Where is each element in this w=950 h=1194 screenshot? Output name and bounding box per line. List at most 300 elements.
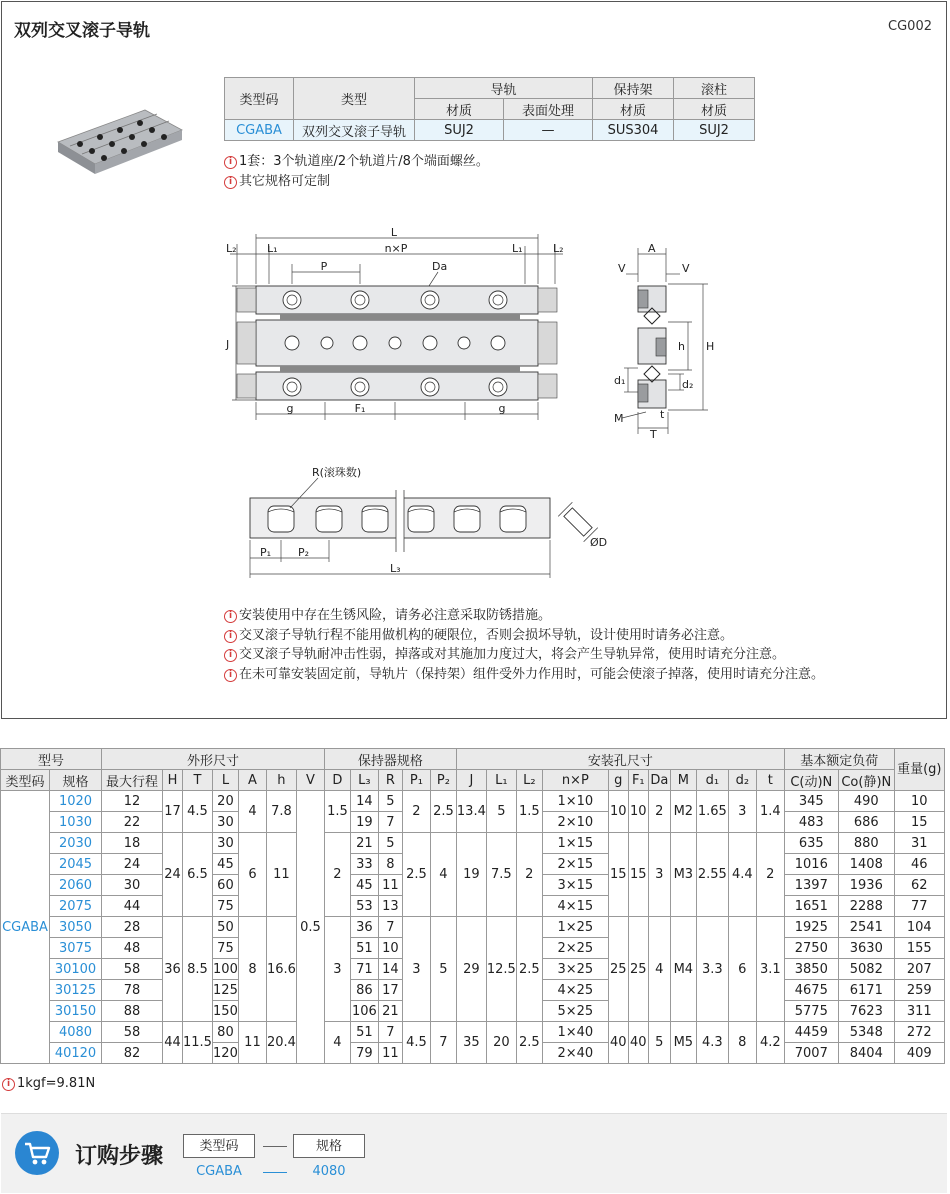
col-header-f1: F₁ xyxy=(628,770,648,791)
cell-g: 40 xyxy=(608,1022,628,1064)
cell-d1: 4.3 xyxy=(696,1022,728,1064)
order-connector xyxy=(263,1172,287,1173)
cell-co: 5082 xyxy=(838,959,894,980)
group-load: 基本额定负荷 xyxy=(784,749,894,770)
dim-nP: n×P xyxy=(384,242,408,255)
cell-a: 11 xyxy=(238,1022,266,1064)
spec-type: 双列交叉滚子导轨 xyxy=(294,120,415,141)
cell-r: 14 xyxy=(378,959,402,980)
cell-f1: 10 xyxy=(628,791,648,833)
group-cage: 保持器规格 xyxy=(324,749,456,770)
table-row xyxy=(1,833,945,854)
cell-co: 6171 xyxy=(838,980,894,1001)
group-outer: 外形尺寸 xyxy=(102,749,325,770)
cell-spec[interactable]: 3050 xyxy=(50,917,102,938)
col-header-v: V xyxy=(296,770,324,791)
cell-l: 75 xyxy=(212,896,238,917)
cell-stroke: 18 xyxy=(102,833,163,854)
cell-r: 17 xyxy=(378,980,402,1001)
cell-l: 30 xyxy=(212,833,238,854)
cell-g: 10 xyxy=(608,791,628,833)
cell-l: 75 xyxy=(212,938,238,959)
cell-j: 19 xyxy=(456,833,486,917)
cell-l3: 71 xyxy=(350,959,378,980)
cell-t: 11.5 xyxy=(183,1022,213,1064)
dim-P: P xyxy=(320,260,328,273)
footnote: i 1kgf=9.81N xyxy=(2,1076,95,1091)
cell-l: 120 xyxy=(212,1043,238,1064)
cell-t: 6.5 xyxy=(183,833,213,917)
front-view-drawing xyxy=(220,224,565,424)
cell-l2: 2 xyxy=(516,833,542,917)
col-header-a: A xyxy=(238,770,266,791)
cell-g: 25 xyxy=(608,917,628,1022)
spec-type-code[interactable]: CGABA xyxy=(225,120,294,141)
cell-np: 2×15 xyxy=(542,854,608,875)
cell-l3: 36 xyxy=(350,917,378,938)
cell-np: 2×25 xyxy=(542,938,608,959)
spec-rail-material: SUJ2 xyxy=(415,120,504,141)
col-header-spec: 规格 xyxy=(50,770,102,791)
cell-stroke: 88 xyxy=(102,1001,163,1022)
cell-spec[interactable]: 2060 xyxy=(50,875,102,896)
cell-c: 3850 xyxy=(784,959,838,980)
cell-f1: 15 xyxy=(628,833,648,917)
warnings xyxy=(224,606,824,684)
cell-d2: 6 xyxy=(728,917,756,1022)
cell-r: 7 xyxy=(378,1022,402,1043)
order-box-type-code: 类型码 xyxy=(183,1134,255,1158)
top-notes xyxy=(224,152,489,191)
col-header-h: H xyxy=(163,770,183,791)
cell-co: 686 xyxy=(838,812,894,833)
cell-t: 1.4 xyxy=(756,791,784,833)
cell-p1: 3 xyxy=(402,917,430,1022)
cell-g: 15 xyxy=(608,833,628,917)
cell-d1: 2.55 xyxy=(696,833,728,917)
dim-d1: d₁ xyxy=(614,374,626,387)
cell-da: 3 xyxy=(648,833,670,917)
cell-p1: 4.5 xyxy=(402,1022,430,1064)
dim-D: ØD xyxy=(590,536,608,549)
spec-h-cage-material: 材质 xyxy=(593,99,674,120)
cell-spec[interactable]: 2030 xyxy=(50,833,102,854)
spec-cage-material: SUS304 xyxy=(593,120,674,141)
dim-V-right: V xyxy=(682,262,690,275)
info-icon: i xyxy=(224,630,237,643)
cell-stroke: 58 xyxy=(102,959,163,980)
cell-a: 4 xyxy=(238,791,266,833)
cell-weight: 311 xyxy=(894,1001,944,1022)
table-row xyxy=(1,791,945,812)
info-icon: i xyxy=(224,649,237,662)
cell-r: 13 xyxy=(378,896,402,917)
cell-h: 11 xyxy=(266,833,296,917)
cell-stroke: 58 xyxy=(102,1022,163,1043)
cell-r: 8 xyxy=(378,854,402,875)
cell-da: 2 xyxy=(648,791,670,833)
cell-h: 44 xyxy=(163,1022,183,1064)
col-header-stroke: 最大行程 xyxy=(102,770,163,791)
dim-T: T xyxy=(650,428,657,441)
cell-h: 36 xyxy=(163,917,183,1022)
cell-np: 1×25 xyxy=(542,917,608,938)
col-header-c: C(动)N xyxy=(784,770,838,791)
cell-np: 5×25 xyxy=(542,1001,608,1022)
cell-stroke: 82 xyxy=(102,1043,163,1064)
top-note: i 其它规格可定制 xyxy=(224,172,489,192)
cell-co: 880 xyxy=(838,833,894,854)
cell-h: 24 xyxy=(163,833,183,917)
cell-np: 2×40 xyxy=(542,1043,608,1064)
cell-l1: 7.5 xyxy=(486,833,516,917)
cell-da: 4 xyxy=(648,917,670,1022)
group-weight: 重量(g) xyxy=(894,749,944,791)
dim-g-left: g xyxy=(286,402,294,415)
col-header-da: Da xyxy=(648,770,670,791)
spec-h-rail-surface: 表面处理 xyxy=(504,99,593,120)
info-icon: i xyxy=(224,610,237,623)
cell-weight: 10 xyxy=(894,791,944,812)
cell-weight: 31 xyxy=(894,833,944,854)
dim-Da: Da xyxy=(432,260,448,273)
cell-spec[interactable]: 2045 xyxy=(50,854,102,875)
cell-j: 13.4 xyxy=(456,791,486,833)
cell-c: 1016 xyxy=(784,854,838,875)
cell-d: 4 xyxy=(324,1022,350,1064)
order-steps xyxy=(1,1113,947,1193)
cell-spec[interactable]: 40120 xyxy=(50,1043,102,1064)
cell-t: 2 xyxy=(756,833,784,917)
cell-r: 5 xyxy=(378,791,402,812)
cell-np: 3×25 xyxy=(542,959,608,980)
cell-l: 125 xyxy=(212,980,238,1001)
spec-h-type-code: 类型码 xyxy=(225,78,294,120)
cell-l: 150 xyxy=(212,1001,238,1022)
cell-co: 5348 xyxy=(838,1022,894,1043)
cell-p2: 7 xyxy=(430,1022,456,1064)
cell-spec[interactable]: 4080 xyxy=(50,1022,102,1043)
cell-spec[interactable]: 30150 xyxy=(50,1001,102,1022)
cell-d1: 1.65 xyxy=(696,791,728,833)
spec-rail-surface: — xyxy=(504,120,593,141)
cell-l3: 33 xyxy=(350,854,378,875)
dim-P1: P₁ xyxy=(260,546,272,559)
col-header-p2: P₂ xyxy=(430,770,456,791)
group-mount: 安装孔尺寸 xyxy=(456,749,784,770)
dim-h: h xyxy=(678,340,685,353)
product-title: 双列交叉滚子导轨 xyxy=(14,21,150,41)
dim-L2-left: L₂ xyxy=(226,242,237,255)
cell-weight: 155 xyxy=(894,938,944,959)
dim-L: L xyxy=(390,226,398,239)
cell-np: 4×25 xyxy=(542,980,608,1001)
cage-drawing xyxy=(238,462,618,582)
dim-F1: F₁ xyxy=(354,402,366,415)
cell-l2: 1.5 xyxy=(516,791,542,833)
dim-L3: L₃ xyxy=(390,562,401,575)
cell-h: 16.6 xyxy=(266,917,296,1022)
col-header-l2: L₂ xyxy=(516,770,542,791)
cell-j: 35 xyxy=(456,1022,486,1064)
col-header-t: T xyxy=(183,770,213,791)
cell-f1: 25 xyxy=(628,917,648,1022)
cell-t: 4.2 xyxy=(756,1022,784,1064)
cell-v: 0.5 xyxy=(296,791,324,1064)
spec-roller-material: SUJ2 xyxy=(674,120,755,141)
cell-l3: 21 xyxy=(350,833,378,854)
cell-stroke: 48 xyxy=(102,938,163,959)
cell-spec[interactable]: 1020 xyxy=(50,791,102,812)
cell-t: 4.5 xyxy=(183,791,213,833)
cell-weight: 259 xyxy=(894,980,944,1001)
cell-l1: 12.5 xyxy=(486,917,516,1022)
cell-r: 11 xyxy=(378,875,402,896)
cell-c: 7007 xyxy=(784,1043,838,1064)
cell-p1: 2.5 xyxy=(402,833,430,917)
dim-A: A xyxy=(648,242,656,255)
cell-d1: 3.3 xyxy=(696,917,728,1022)
cell-l3: 45 xyxy=(350,875,378,896)
cell-p2: 4 xyxy=(430,833,456,917)
col-header-l: L xyxy=(212,770,238,791)
spec-h-type: 类型 xyxy=(294,78,415,120)
info-icon: i xyxy=(2,1078,15,1091)
cell-weight: 272 xyxy=(894,1022,944,1043)
cell-j: 29 xyxy=(456,917,486,1022)
warning-item: i 在未可靠安装固定前，导轨片（保持架）组件受外力作用时，可能会使滚子掉落，使用时请充分注意。 xyxy=(224,665,824,685)
col-header-type_code: 类型码 xyxy=(1,770,50,791)
cell-h: 20.4 xyxy=(266,1022,296,1064)
cell-p2: 5 xyxy=(430,917,456,1022)
cell-spec[interactable]: 1030 xyxy=(50,812,102,833)
cell-np: 3×15 xyxy=(542,875,608,896)
cell-c: 483 xyxy=(784,812,838,833)
dim-J: J xyxy=(226,338,230,351)
dim-L1-right: L₁ xyxy=(512,242,523,255)
cell-l3: 14 xyxy=(350,791,378,812)
side-view-drawing xyxy=(608,242,718,442)
info-icon: i xyxy=(224,156,237,169)
cell-np: 1×15 xyxy=(542,833,608,854)
dim-H: H xyxy=(706,340,715,353)
cell-stroke: 30 xyxy=(102,875,163,896)
order-value-spec[interactable]: 4080 xyxy=(312,1164,346,1179)
product-code: CG002 xyxy=(888,19,932,34)
cell-l: 100 xyxy=(212,959,238,980)
info-icon: i xyxy=(224,176,237,189)
cell-d: 1.5 xyxy=(324,791,350,833)
col-header-m: M xyxy=(670,770,696,791)
cell-co: 1936 xyxy=(838,875,894,896)
cell-stroke: 22 xyxy=(102,812,163,833)
warning-item: i 交叉滚子导轨行程不能用做机构的硬限位，否则会损坏导轨，设计使用时请务必注意。 xyxy=(224,626,824,646)
cell-c: 635 xyxy=(784,833,838,854)
spec-h-roller: 滚柱 xyxy=(674,78,755,99)
cell-weight: 62 xyxy=(894,875,944,896)
cell-np: 2×10 xyxy=(542,812,608,833)
spec-h-rail-material: 材质 xyxy=(415,99,504,120)
cell-c: 5775 xyxy=(784,1001,838,1022)
cell-l1: 5 xyxy=(486,791,516,833)
cell-co: 3630 xyxy=(838,938,894,959)
cell-c: 1397 xyxy=(784,875,838,896)
dim-M: M xyxy=(614,412,624,425)
cell-h: 7.8 xyxy=(266,791,296,833)
table-row xyxy=(1,1022,945,1043)
cell-c: 1651 xyxy=(784,896,838,917)
cell-co: 2288 xyxy=(838,896,894,917)
top-note: i 1套：3个轨道座/2个轨道片/8个端面螺丝。 xyxy=(224,152,489,172)
cell-t: 8.5 xyxy=(183,917,213,1022)
cart-icon xyxy=(15,1131,59,1175)
cell-m: M4 xyxy=(670,917,696,1022)
col-header-t: t xyxy=(756,770,784,791)
col-header-np: n×P xyxy=(542,770,608,791)
dim-V-left: V xyxy=(618,262,626,275)
cell-l1: 20 xyxy=(486,1022,516,1064)
cell-l3: 51 xyxy=(350,938,378,959)
cell-co: 7623 xyxy=(838,1001,894,1022)
cell-stroke: 44 xyxy=(102,896,163,917)
cell-stroke: 78 xyxy=(102,980,163,1001)
cell-l3: 79 xyxy=(350,1043,378,1064)
group-model: 型号 xyxy=(1,749,102,770)
cell-l: 30 xyxy=(212,812,238,833)
cell-c: 4675 xyxy=(784,980,838,1001)
cell-c: 345 xyxy=(784,791,838,812)
col-header-d1: d₁ xyxy=(696,770,728,791)
col-header-j: J xyxy=(456,770,486,791)
dim-t: t xyxy=(660,408,665,421)
cell-weight: 104 xyxy=(894,917,944,938)
dim-P2: P₂ xyxy=(298,546,310,559)
col-header-d2: d₂ xyxy=(728,770,756,791)
dimension-table xyxy=(0,748,945,1064)
col-header-p1: P₁ xyxy=(402,770,430,791)
spec-h-roller-material: 材质 xyxy=(674,99,755,120)
order-box-spec: 规格 xyxy=(293,1134,365,1158)
cell-stroke: 28 xyxy=(102,917,163,938)
cell-da: 5 xyxy=(648,1022,670,1064)
spec-h-rail: 导轨 xyxy=(415,78,593,99)
cell-l3: 86 xyxy=(350,980,378,1001)
order-title: 订购步骤 xyxy=(75,1144,164,1169)
col-header-g: g xyxy=(608,770,628,791)
cell-l: 50 xyxy=(212,917,238,938)
cell-weight: 207 xyxy=(894,959,944,980)
cell-l3: 19 xyxy=(350,812,378,833)
spec-h-cage: 保持架 xyxy=(593,78,674,99)
col-header-r: R xyxy=(378,770,402,791)
dim-L2-right: L₂ xyxy=(553,242,564,255)
cell-c: 2750 xyxy=(784,938,838,959)
cell-d2: 4.4 xyxy=(728,833,756,917)
cell-np: 1×40 xyxy=(542,1022,608,1043)
cell-d2: 8 xyxy=(728,1022,756,1064)
warning-item: i 安装使用中存在生锈风险，请务必注意采取防锈措施。 xyxy=(224,606,824,626)
col-header-h: h xyxy=(266,770,296,791)
cell-l2: 2.5 xyxy=(516,917,542,1022)
cell-weight: 409 xyxy=(894,1043,944,1064)
cell-r: 11 xyxy=(378,1043,402,1064)
cell-m: M2 xyxy=(670,791,696,833)
cell-weight: 46 xyxy=(894,854,944,875)
cell-c: 4459 xyxy=(784,1022,838,1043)
cell-spec[interactable]: 2075 xyxy=(50,896,102,917)
cell-m: M5 xyxy=(670,1022,696,1064)
product-panel xyxy=(1,1,947,719)
cell-spec[interactable]: 3075 xyxy=(50,938,102,959)
cell-l3: 53 xyxy=(350,896,378,917)
col-header-co: Co(静)N xyxy=(838,770,894,791)
cell-f1: 40 xyxy=(628,1022,648,1064)
cell-stroke: 12 xyxy=(102,791,163,812)
col-header-l3: L₃ xyxy=(350,770,378,791)
col-header-d: D xyxy=(324,770,350,791)
cell-l2: 2.5 xyxy=(516,1022,542,1064)
cell-co: 1408 xyxy=(838,854,894,875)
cell-l3: 106 xyxy=(350,1001,378,1022)
col-header-l1: L₁ xyxy=(486,770,516,791)
cell-p1: 2 xyxy=(402,791,430,833)
cell-l: 80 xyxy=(212,1022,238,1043)
cell-np: 1×10 xyxy=(542,791,608,812)
cell-l: 60 xyxy=(212,875,238,896)
cell-p2: 2.5 xyxy=(430,791,456,833)
order-connector xyxy=(263,1146,287,1147)
cell-weight: 77 xyxy=(894,896,944,917)
cell-stroke: 24 xyxy=(102,854,163,875)
cell-spec[interactable]: 30125 xyxy=(50,980,102,1001)
cell-l: 20 xyxy=(212,791,238,812)
cell-r: 10 xyxy=(378,938,402,959)
product-photo xyxy=(50,102,190,192)
info-icon: i xyxy=(224,669,237,682)
cell-c: 1925 xyxy=(784,917,838,938)
cell-r: 7 xyxy=(378,917,402,938)
cell-spec[interactable]: 30100 xyxy=(50,959,102,980)
spec-table xyxy=(224,77,755,141)
cell-d: 2 xyxy=(324,833,350,917)
dim-d2: d₂ xyxy=(682,378,694,391)
cell-co: 2541 xyxy=(838,917,894,938)
cell-d2: 3 xyxy=(728,791,756,833)
cell-d: 3 xyxy=(324,917,350,1022)
dim-g-right: g xyxy=(498,402,506,415)
cell-r: 21 xyxy=(378,1001,402,1022)
cell-np: 4×15 xyxy=(542,896,608,917)
cell-r: 7 xyxy=(378,812,402,833)
cell-weight: 15 xyxy=(894,812,944,833)
cell-a: 8 xyxy=(238,917,266,1022)
cell-m: M3 xyxy=(670,833,696,917)
cell-type-code[interactable]: CGABA xyxy=(1,791,50,1064)
cell-l: 45 xyxy=(212,854,238,875)
cell-r: 5 xyxy=(378,833,402,854)
cell-co: 8404 xyxy=(838,1043,894,1064)
cell-t: 3.1 xyxy=(756,917,784,1022)
cell-co: 490 xyxy=(838,791,894,812)
dim-L1-left: L₁ xyxy=(267,242,278,255)
order-value-type-code[interactable]: CGABA xyxy=(196,1164,242,1179)
cell-h: 17 xyxy=(163,791,183,833)
dim-R: R(滚珠数) xyxy=(312,466,362,479)
table-row xyxy=(1,917,945,938)
cell-a: 6 xyxy=(238,833,266,917)
warning-item: i 交叉滚子导轨耐冲击性弱，掉落或对其施加力度过大，将会产生导轨异常，使用时请充分注意。 xyxy=(224,645,824,665)
cell-l3: 51 xyxy=(350,1022,378,1043)
